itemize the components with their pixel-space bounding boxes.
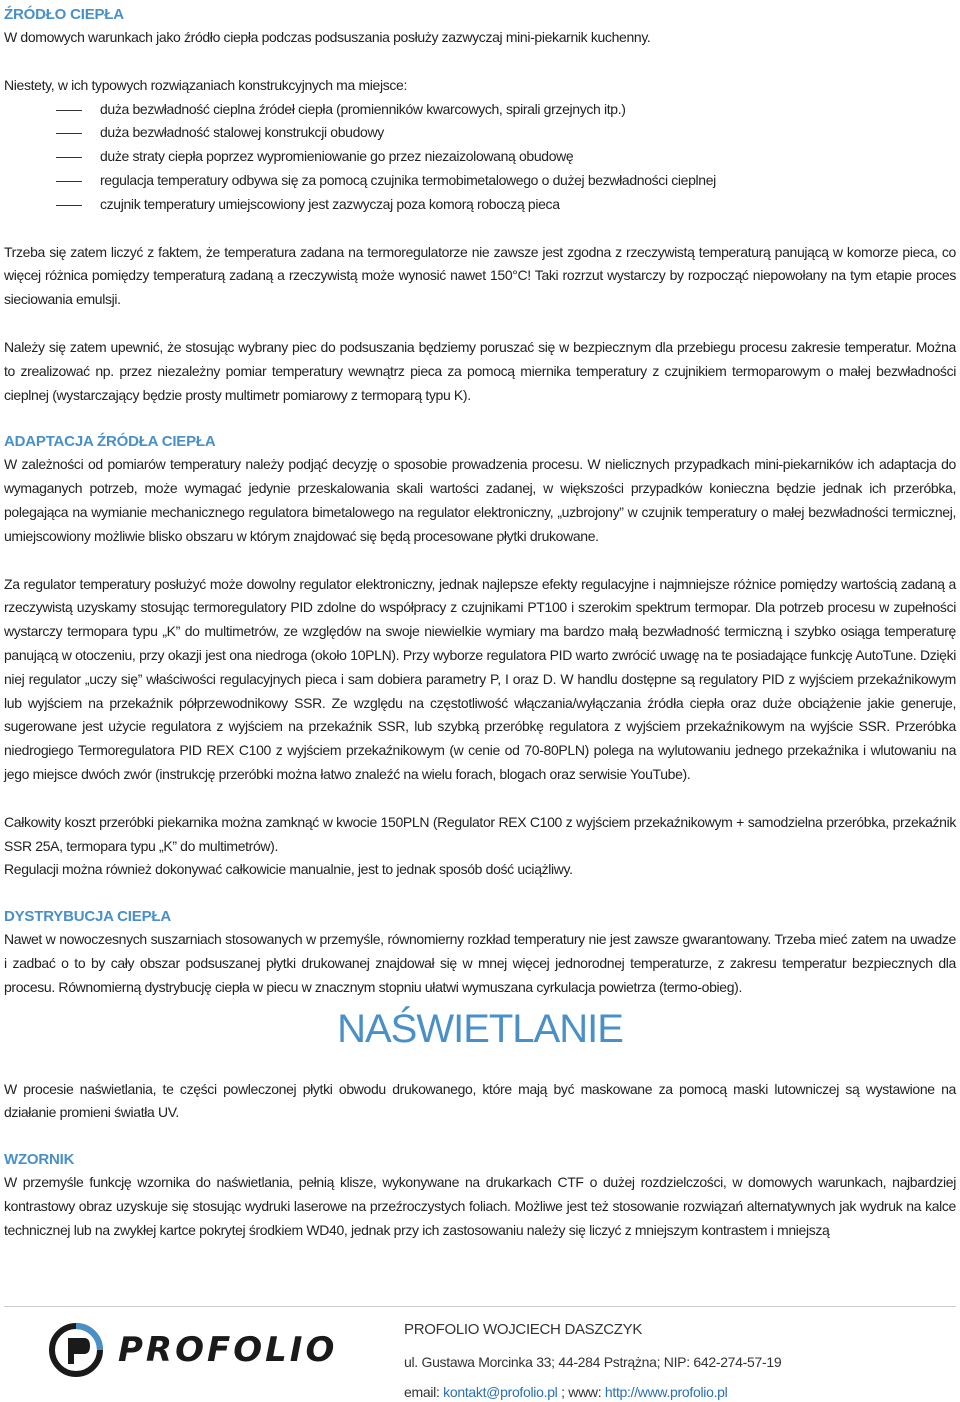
profolio-logo-icon	[48, 1322, 110, 1378]
heat-source-heading: ŹRÓDŁO CIEPŁA	[4, 6, 124, 23]
adaptation-heading: ADAPTACJA ŹRÓDŁA CIEPŁA	[4, 433, 216, 451]
heat-source-problems-lead: Niestety, w ich typowych rozwiązaniach konstrukcyjnych ma miejsce:	[4, 76, 408, 93]
document-content	[4, 4, 956, 1242]
list-item: duże straty ciepła poprzez wypromieniowanie go przez niezaizolowaną obudowę	[4, 145, 956, 169]
list-item: duża bezwładność stalowej konstrukcji obudowy	[4, 121, 956, 145]
company-name: PROFOLIO WOJCIECH DASZCZYK	[404, 1321, 643, 1338]
company-address: ul. Gustawa Morcinka 33; 44-284 Pstrążna; NIP: 642-274-57-19	[404, 1354, 782, 1370]
pattern-heading: WZORNIK	[4, 1151, 75, 1169]
profolio-logo	[48, 1322, 358, 1378]
exposure-title: NAŚWIETLANIE	[337, 1006, 623, 1051]
heat-source-paragraph-3: Trzeba się zatem liczyć z faktem, że temperatura zadana na termoregulatorze nie zawsze jest zgodna z rzeczywistą temperaturą panującą w komorze pieca, co więcej różnica pomiędzy temperaturą zadaną a rzeczywistą może wynosić nawet 150°C! Taki rozrzut wystarczy by rozpocząć niepowołany na tym etapie proces sieciowania emulsji.	[4, 243, 956, 308]
heat-source-intro: W domowych warunkach jako źródło ciepła podczas podsuszania posłuży zazwyczaj mini-piekarnik kuchenny.	[4, 29, 651, 45]
adaptation-paragraph-1: W zależności od pomiarów temperatury należy podjąć decyzję o sposobie prowadzenia procesu. W nielicznych przypadkach mini-piekarników ich adaptacja do wymaganych potrzeb, może wymagać jedynie przeskalowania skali wartości zadanej, w większości przypadków konieczna będzie jednak ich przeróbka, polegająca na wymianie mechanicznego regulatora bimetalowego na regulator elektroniczny, „uzbrojony” w czujnik temperatury o małej bezwładności termicznej, umiejscowiony możliwie blisko obszaru w którym znajdować się będą procesowane płytki drukowane.	[4, 456, 956, 544]
adaptation-paragraph-4: Regulacji można również dokonywać całkowicie manualnie, jest to jednak sposób dość uciążliwy.	[4, 861, 573, 878]
email-label: email:	[404, 1384, 444, 1400]
company-contact	[404, 1382, 944, 1402]
logo-wordmark: PROFOLIO	[118, 1330, 338, 1370]
adaptation-paragraph-2: Za regulator temperatury posłużyć może dowolny regulator elektroniczny, jednak najlepsze efekty regulacyjne i najmniejsze różnice pomiędzy wartością zadaną a rzeczywistą uzyskamy stosując termoregulatory PID zdolne do współpracy z czujnikami PT100 i szerokim spektrum termopar. Dla potrzeb procesu w zupełności wystarczy termopara typu „K” do multimetrów, ze względów na swoje niewielkie wymiary ma bardzo małą bezwładność termiczną i szybko osiąga temperaturę panującą w otoczeniu, przy okazji jest ona niedroga (około 10PLN). Przy wyborze regulatora PID warto zwrócić uwagę na te posiadające funkcję AutoTune. Dzięki niej regulator „uczy się” właściwości regulacyjnych pieca i sam dobiera parametry P, I oraz D. W handlu dostępne są regulatory PID z wyjściem przekaźnikowym lub wyjściem na przekaźnik półprzewodnikowy SSR. Ze względu na częstotliwość włączania/wyłączania źródła ciepła oraz duże obciążenie jakie generuje, sugerowane jest użycie regulatora z wyjściem na przekaźnik SSR, lub szybką przeróbkę regulatora z wyjściem przekaźnikowym na wyjście SSR. Przeróbka niedrogiego Termoregulatora PID REX C100 z wyjściem przekaźnikowym (w cenie od 70-80PLN) polega na wylutowaniu jednego przekaźnika i wlutowaniu na jego miejsce dwóch zwór (instrukcję przeróbki można łatwo znaleźć na wielu forach, blogach oraz serwisie YouTube).	[4, 575, 956, 782]
heat-source-problems-list	[4, 98, 956, 217]
list-item: czujnik temperatury umiejscowiony jest zazwyczaj poza komorą roboczą pieca	[4, 193, 956, 217]
list-item: regulacja temperatury odbywa się za pomocą czujnika termobimetalowego o dużej bezwładności cieplnej	[4, 169, 956, 193]
www-label: ; www:	[557, 1384, 605, 1400]
footer-divider	[4, 1306, 956, 1307]
distribution-paragraph: Nawet w nowoczesnych suszarniach stosowanych w przemyśle, równomierny rozkład temperatury nie jest zawsze gwarantowany. Trzeba mieć zatem na uwadze i zadbać o to by cały obszar podsuszanej płytki drukowanej znajdował się w mnej więcej jednorodnej temperaturze, z zakresu temperatur bezpiecznych dla procesu. Równomierną dystrybucję ciepła w piecu w znacznym stopniu ułatwi wymuszana cyrkulacja powietrza (termo-obieg).	[4, 931, 956, 995]
company-info	[404, 1320, 944, 1402]
website-link[interactable]: http://www.profolio.pl	[604, 1384, 728, 1400]
list-item: duża bezwładność cieplna źródeł ciepła (promienników kwarcowych, spirali grzejnych itp.)	[4, 98, 956, 122]
distribution-heading: DYSTRYBUCJA CIEPŁA	[4, 908, 171, 926]
adaptation-paragraph-3: Całkowity koszt przeróbki piekarnika można zamknąć w kwocie 150PLN (Regulator REX C100 z wyjściem przekaźnikowym + samodzielna przeróbka, przekaźnik SSR 25A, termopara typu „K” do multimetrów).	[4, 813, 956, 854]
email-link[interactable]: kontakt@profolio.pl	[443, 1384, 558, 1400]
pattern-paragraph: W przemyśle funkcję wzornika do naświetlania, pełnią klisze, wykonywane na drukarkach CTF o dużej rozdzielczości, w domowych warunkach, najbardziej kontrastowy obraz uzyskuje się stosując wydruki laserowe na przeźroczystych foliach. Możliwe jest też stosowanie rozwiązań alternatywnych jak wydruk na kalce technicznej lub na zwykłej kartce pokrytej środkiem WD40, jednak przy ich zastosowaniu należy się liczyć z mniejszym kontrastem i mniejszą	[4, 1174, 956, 1238]
heat-source-paragraph-4: Należy się zatem upewnić, że stosując wybrany piec do podsuszania będziemy poruszać się w bezpiecznym dla przebiegu procesu zakresie temperatur. Można to zrealizować np. przez niezależny pomiar temperatury wewnątrz pieca za pomocą miernika temperatury z czujnikiem termoparowym o małej bezwładności cieplnej (wystarczający będzie prosty multimetr pomiarowy z termoparą typu K).	[4, 338, 956, 403]
exposure-paragraph: W procesie naświetlania, te części powleczonej płytki obwodu drukowanego, które mają być maskowane za pomocą maski lutowniczej są wystawione na działanie promieni światła UV.	[4, 1080, 956, 1121]
